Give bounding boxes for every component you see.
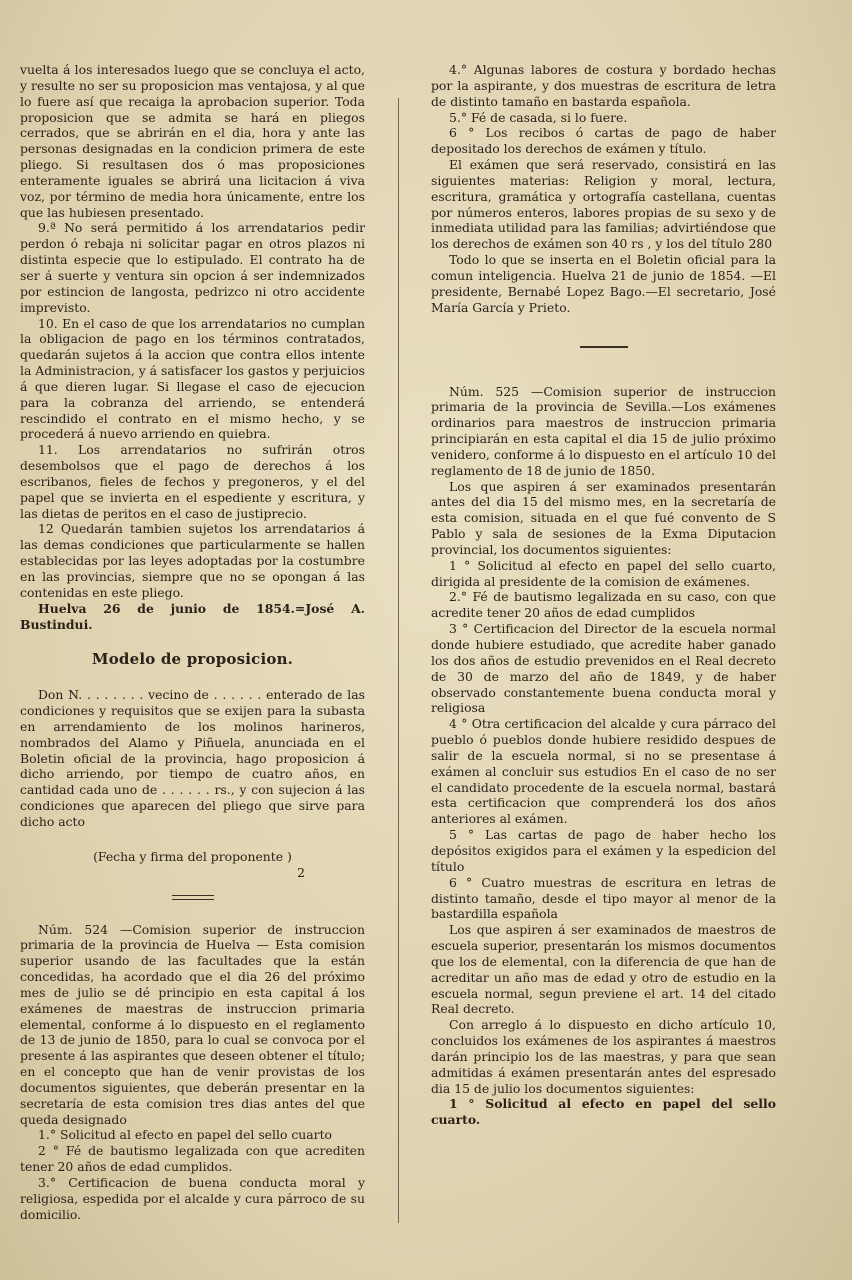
condition-11: 11. Los arrendatarios no sufrirán otros desembolsos que el pago de derechos á los escribanos, fieles de fechos y pregoneros, y el del papel que se invierta en el espediente y escritura, y las dietas de peritos en el caso de justiprecio. — [20, 442, 365, 521]
condition-9: 9.ª No será permitido á los arrendatarios pedir perdon ó rebaja ni solicitar pagar en otros plazos ni distinta especie que lo estipulado. El contrato ha de ser á suerte y ventura sin opcion á ser indemnizados por estincion de langosta, pedrizco ni otro accidente imprevisto. — [20, 220, 365, 315]
notice-524-intro: Núm. 524 —Comision superior de instruccion primaria de la provincia de Huelva — Esta comision superior usando de las facultades que la están concedidas, ha acordado que el dia 26 del próximo mes de julio se dé principio en esta capital á los exámenes de maestras de instruccion primaria elemental, conforme á lo dispuesto en el reglamento de 13 de junio de 1850, para lo cual se convoca por el presente á las aspirantes que deseen obtener el título; en el concepto que han de venir provistas de los documentos siguientes, que deberán presentar en la secretaría de esta comision tres dias antes del que queda designado — [20, 921, 365, 1127]
right-column — [431, 62, 776, 1128]
notice-524-item-4: 4.° Algunas labores de costura y bordado hechas por la aspirante, y dos muestras de escritura de letra de distinto tamaño en bastarda española. — [431, 62, 776, 109]
notice-525-item-2: 2.° Fé de bautismo legalizada en su caso, con que acredite tener 20 años de edad cumplidos — [431, 589, 776, 621]
notice-524-item-6: 6 ° Los recibos ó cartas de pago de haber depositado los derechos de exámen y título. — [431, 125, 776, 157]
condition-12: 12 Quedarán tambien sujetos los arrendatarios á las demas condiciones que particularmente se hallen establecidas por las leyes adoptadas por la costumbre en las provincias, siempre que no se opongan á las contenidas en este pliego. — [20, 521, 365, 600]
notice-525-paragraph-2: Los que aspiren á ser examinados presentarán antes del dia 15 del mismo mes, en la secretaría de esta comision, situada en el que fué convento de S Pablo y sala de sesiones de la Exma Diputacion provincial, los documentos siguientes: — [431, 478, 776, 557]
model-number: 2 — [297, 864, 305, 880]
conditions-paragraph-8-end: vuelta á los interesados luego que se concluya el acto, y resulte no ser su proposicion mas ventajosa, y al que lo fuere así que recaiga la aprobacion superior. Toda proposicion que se admita se hará en pliegos cerrados, que se abrirán en el dia, hora y ante las personas designadas en la condicion primera de este pliego. Si resultasen dos ó mas proposiciones enteramente iguales se abrirá una licitacion á viva voz, por término de media hora únicamente, entre los que las hubiesen presentado. — [20, 62, 365, 220]
notice-524-item-3: 3.° Certificacion de buena conducta moral y religiosa, espedida por el alcalde y cura párroco de su domicilio. — [20, 1175, 365, 1222]
notice-525-item-5: 5 ° Las cartas de pago de haber hecho los depósitos exigidos para el exámen y la espedicion del título — [431, 827, 776, 874]
section-divider-2 — [580, 346, 628, 350]
notice-524-item-2: 2 ° Fé de bautismo legalizada con que acrediten tener 20 años de edad cumplidos. — [20, 1143, 365, 1175]
notice-524-closing: Todo lo que se inserta en el Boletin oficial para la comun inteligencia. Huelva 21 de junio de 1854. —El presidente, Bernabé Lopez Bago.—El secretario, José María García y Prieto. — [431, 252, 776, 315]
notice-525-superior: Los que aspiren á ser examinados de maestros de escuela superior, presentarán los mismos documentos que los de elemental, con la diferencia de que han de acreditar un año mas de edad y otro de estudio en la escuela normal, segun previene el art. 14 del citado Real decreto. — [431, 922, 776, 1017]
model-signature: (Fecha y firma del proponente ) — [93, 848, 292, 864]
notice-525-intro: Núm. 525 —Comision superior de instruccion primaria de la provincia de Sevilla.—Los exámenes ordinarios para maestros de instruccion primaria principiarán en esta capital el dia 15 de julio próximo venidero, conforme á lo dispuesto en el artículo 10 del reglamento de 18 de junio de 1850. — [431, 383, 776, 478]
dateline-signature: Huelva 26 de junio de 1854.=José A. Bustindui. — [20, 600, 365, 632]
notice-525-maestras: Con arreglo á lo dispuesto en dicho artículo 10, concluidos los exámenes de los aspirantes á maestros darán principio los de las maestras, y para que sean admitidas á exámen presentarán antes del espresado dia 15 de julio los documentos siguientes: — [431, 1017, 776, 1096]
notice-525-item-4: 4 ° Otra certificacion del alcalde y cura párraco del pueblo ó pueblos donde hubiere residido despues de salir de la escuela normal, si no se presentase á exámen al concluir sus estudios En el caso de no ser el candidato procedente de la escuela normal, bastará esta certificacion que comprenderá los dos años anteriores al exámen. — [431, 716, 776, 827]
condition-10: 10. En el caso de que los arrendatarios no cumplan la obligacion de pago en los términos contratados, quedarán sujetos á la accion que contra ellos intente la Administracion, y á satisfacer los gastos y perjuicios á que dieren lugar. Si llegase el caso de ejecucion para la cobranza del arriendo, se entenderá rescindido el contrato en el mismo hecho, y se procederá á nuevo arriendo en quiebra. — [20, 315, 365, 442]
notice-524-item-5: 5.° Fé de casada, si lo fuere. — [449, 109, 628, 125]
notice-524-item-1: 1.° Solicitud al efecto en papel del sello cuarto — [38, 1127, 333, 1143]
column-rule — [398, 98, 399, 1223]
notice-525-item-1: 1 ° Solicitud al efecto en papel del sello cuarto, dirigida al presidente de la comision de exámenes. — [431, 557, 776, 589]
model-title: Modelo de proposicion. — [91, 650, 294, 669]
notice-524-exam: El exámen que será reservado, consistirá en las siguientes materias: Religion y moral, lectura, escritura, gramática y ortografía castellana, cuentas por números enteros, labores propias de su sexo y de inmediata utilidad para las familias; advirtiéndose que los derechos de exámen son 40 rs , y los del título 280 — [431, 157, 776, 252]
notice-525-item-6: 6 ° Cuatro muestras de escritura en letras de distinto tamaño, desde el tipo mayor al menor de la bastardilla española — [431, 874, 776, 922]
model-proposal-text: Don N. . . . . . . . vecino de . . . . . . enterado de las condiciones y requisitos que se exijen para la subasta en arrendamiento de los molinos harineros, nombrados del Alamo y Piñuela, anunciada en el Boletin oficial de la provincia, hago proposicion á dicho arriendo, por tiempo de cuatro años, en cantidad cada uno de . . . . . . rs., y con sujecion á las condiciones que aparecen del pliego que sirve para dicho acto — [20, 687, 365, 829]
notice-525-maestras-item-1: 1 ° Solicitud al efecto en papel del sello cuarto. — [431, 1096, 776, 1128]
section-divider — [172, 895, 214, 900]
notice-525-item-3: 3 ° Certificacion del Director de la escuela normal donde hubiere estudiado, que acredite haber ganado los dos años de estudio prevenidos en el Real decreto de 30 de marzo del año de 1849, y de haber observado constantemente buena conducta moral y religiosa — [431, 621, 776, 716]
left-column — [20, 62, 365, 1223]
